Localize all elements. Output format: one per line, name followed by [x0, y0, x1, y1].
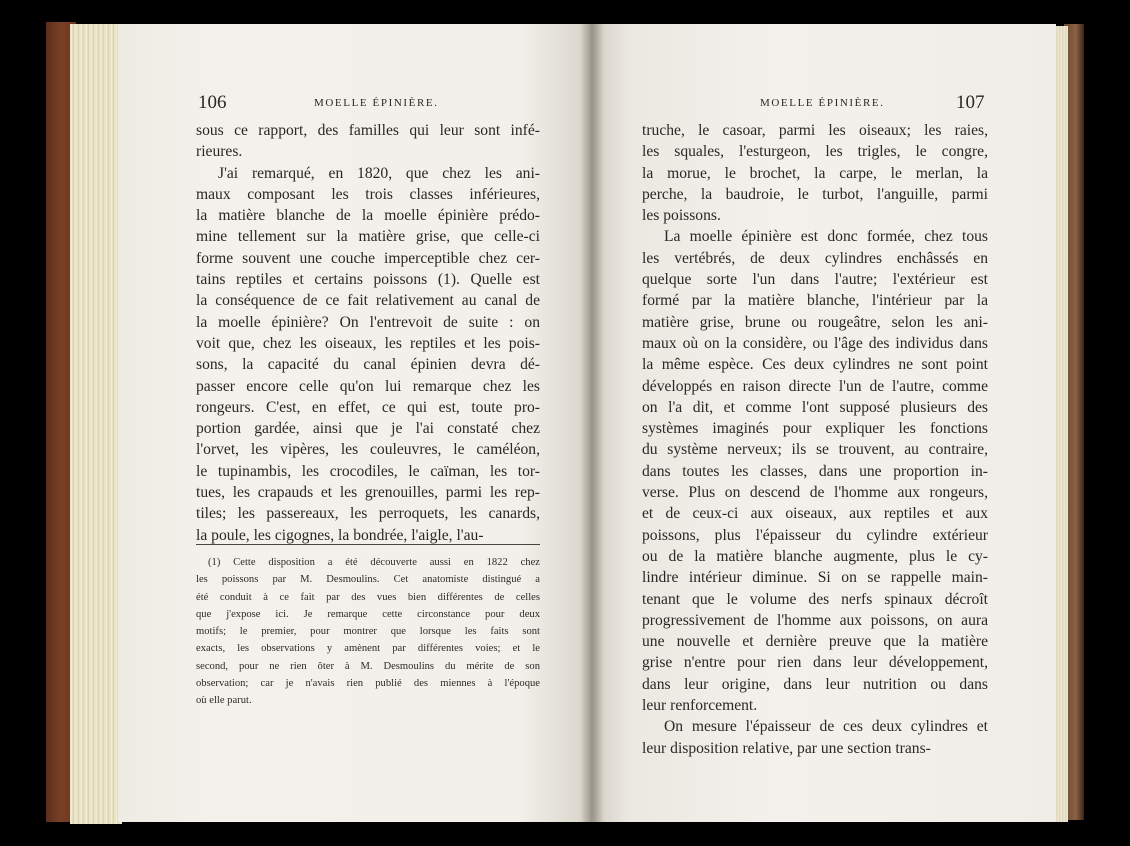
text-line: sous ce rapport, des familles qui leur sont infé-	[196, 122, 540, 139]
text-line: les vertébrés, de deux cylindres enchâssés en	[642, 249, 988, 267]
text-line: mine tellement sur la matière grise, que celle-ci	[196, 228, 540, 246]
text-line: la conséquence de ce fait relativement au canal de	[196, 292, 540, 310]
text-line: dans toutes les classes, dans une proportion in-	[642, 462, 988, 480]
page-stack-right	[1054, 26, 1068, 822]
text-line: truche, le casoar, parmi les oiseaux; les raies,	[642, 122, 988, 139]
left-page-footnote	[196, 554, 540, 710]
text-line: rieures.	[196, 143, 243, 161]
text-line: une nouvelle et dernière preuve que la matière	[642, 633, 988, 651]
text-line: poissons, plus l'épaisseur du cylindre extérieur	[642, 526, 988, 544]
text-line: développés en raison directe l'un de l'autre, comme	[642, 377, 988, 395]
page-stack-left	[70, 24, 122, 824]
text-line: tains reptiles et certains poissons (1). Quelle est	[196, 271, 540, 289]
left-page-body	[196, 120, 540, 546]
text-line: J'ai remarqué, en 1820, que chez les ani-	[218, 164, 540, 182]
left-running-head: MOELLE ÉPINIÈRE.	[314, 97, 439, 109]
text-line: la même espèce. Ces deux cylindres ne sont point	[642, 356, 988, 374]
text-line: passer encore celle qu'on lui remarque chez les	[196, 377, 540, 395]
right-page-header	[642, 92, 988, 114]
text-line: que j'expose ici. Je remarque cette circonstance pour deux	[196, 608, 540, 620]
text-line: la moelle épinière? On l'entrevoit de suite : on	[196, 313, 540, 331]
text-line: forme souvent une couche imperceptible chez cer-	[196, 249, 540, 267]
left-page-number: 106	[198, 92, 227, 113]
text-line: où elle parut.	[196, 695, 252, 707]
text-line: (1) Cette disposition a été découverte aussi en 1822 chez	[208, 557, 540, 568]
text-line: tenant que le volume des nerfs spinaux décroît	[642, 590, 988, 608]
text-line: maux où on la considère, ou l'âge des individus dans	[642, 334, 988, 352]
text-line: la matière blanche de la moelle épinière prédo-	[196, 207, 540, 225]
text-line: On mesure l'épaisseur de ces deux cylindres et	[664, 718, 988, 736]
right-page-body	[642, 120, 988, 759]
text-line: second, pour ne rien ôter à M. Desmoulins du mérite de son	[196, 660, 540, 672]
text-line: les squales, l'esturgeon, les trigles, le congre,	[642, 143, 988, 161]
text-line: et de ceux-ci aux oiseaux, aux reptiles et aux	[642, 505, 988, 523]
text-line: les poissons.	[642, 207, 721, 225]
text-line: perche, la baudroie, le turbot, l'anguille, parmi	[642, 185, 988, 203]
text-line: les poissons par M. Desmoulins. Cet anatomiste distingué a	[196, 574, 540, 586]
right-running-head: MOELLE ÉPINIÈRE.	[760, 97, 885, 109]
text-line: systèmes imaginés pour expliquer les fonctions	[642, 420, 988, 438]
text-line: voit que, chez les oiseaux, les reptiles et les pois-	[196, 334, 540, 352]
right-page-number: 107	[956, 92, 985, 113]
text-line: le tupinambis, les crocodiles, le caïman, les tor-	[196, 462, 540, 480]
text-line: maux composant les trois classes inférieures,	[196, 185, 540, 203]
text-line: sons, la capacité du canal épinien devra dé-	[196, 356, 540, 374]
text-line: tues, les crapauds et les grenouilles, parmi les rep-	[196, 484, 540, 502]
text-line: motifs; le premier, pour montrer que lorsque les faits sont	[196, 626, 540, 638]
text-line: du système nerveux; ils se trouvent, au contraire,	[642, 441, 988, 459]
footnote-rule	[196, 544, 540, 545]
text-line: l'orvet, les vipères, les couleuvres, le caméléon,	[196, 441, 540, 459]
text-line: leur renforcement.	[642, 697, 758, 715]
text-line: leur disposition relative, par une section trans-	[642, 739, 931, 757]
text-line: portion gardée, ainsi que je l'ai constaté chez	[196, 420, 540, 438]
text-line: exacts, les observations y amènent par différentes voies; et le	[196, 643, 540, 655]
text-line: verse. Plus on descend de l'homme aux rongeurs,	[642, 484, 988, 502]
text-line: observation; car je n'avais rien publié des miennes à l'époque	[196, 678, 540, 690]
text-line: progressivement de l'homme aux poissons, on aura	[642, 611, 988, 629]
text-line: grise n'entre pour rien dans leur développement,	[642, 654, 988, 672]
text-line: ou de la matière blanche augmente, plus le cy-	[642, 547, 988, 565]
book-gutter	[580, 24, 604, 822]
text-line: été conduit à ce fait par des vues bien différentes de celles	[196, 591, 540, 603]
text-line: dans leur origine, dans leur nutrition ou dans	[642, 675, 988, 693]
text-line: rongeurs. C'est, en effet, ce qui est, toute pro-	[196, 398, 540, 416]
text-line: on l'a dit, et comme l'ont supposé plusieurs des	[642, 398, 988, 416]
text-line: quelque sorte l'un dans l'autre; l'extérieur est	[642, 271, 988, 289]
text-line: lindre intérieur diminue. Si on se rappelle main-	[642, 569, 988, 587]
left-page-header	[196, 92, 540, 114]
text-line: La moelle épinière est donc formée, chez tous	[664, 228, 988, 246]
text-line: matière grise, brune ou rougeâtre, selon les ani-	[642, 313, 988, 331]
text-line: la poule, les cigognes, la bondrée, l'aigle, l'au-	[196, 526, 484, 544]
text-line: formé par la matière blanche, l'intérieur par la	[642, 292, 988, 310]
text-line: tiles; les passereaux, les perroquets, les canards,	[196, 505, 540, 523]
text-line: la morue, le brochet, la carpe, le merlan, la	[642, 164, 988, 182]
